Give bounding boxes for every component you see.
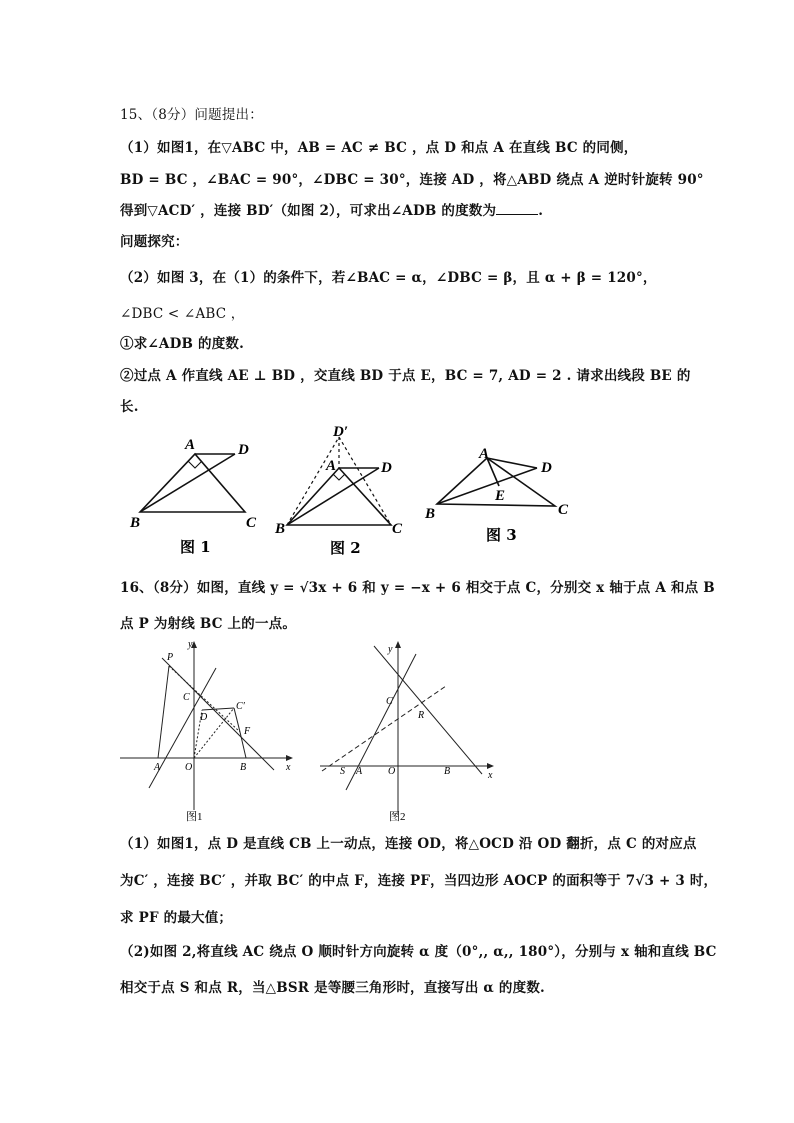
label-b: B bbox=[130, 515, 141, 531]
label-f: F bbox=[244, 726, 251, 737]
line-bc bbox=[374, 646, 482, 774]
label-a: A bbox=[154, 762, 161, 773]
label-cprime: C′ bbox=[236, 701, 245, 712]
label-d: D bbox=[381, 460, 392, 476]
x-arrow bbox=[487, 763, 494, 769]
q16-part2-line2: 相交于点 S 和点 R，当△BSR 是等腰三角形时，直接写出 α 的度数. bbox=[120, 980, 545, 996]
label-r: R bbox=[418, 710, 425, 721]
q15-part2-line1: （2）如图 3，在（1）的条件下，若∠BAC = α，∠DBC = β，且 α + β = 120°， bbox=[120, 270, 657, 286]
figure-1-caption: 图 1 bbox=[180, 538, 211, 556]
x-arrow bbox=[286, 755, 293, 761]
q15-part1-line3-text: 得到▽ACD′ ，连接 BD′（如图 2），可求出∠ADB 的度数为 bbox=[120, 203, 497, 219]
label-c: C bbox=[558, 502, 569, 518]
rotated-line bbox=[322, 686, 446, 771]
label-b: B bbox=[275, 521, 286, 537]
label-b: B bbox=[425, 506, 436, 522]
label-c: C bbox=[392, 521, 403, 537]
label-x: x bbox=[488, 770, 493, 781]
q16-part1-line3: 求 PF 的最大值； bbox=[120, 910, 233, 926]
q15-part1-line3-end: . bbox=[538, 203, 544, 219]
label-d: D bbox=[238, 442, 249, 458]
triangle-abc bbox=[287, 468, 391, 525]
q15-figure-2 bbox=[275, 420, 415, 560]
segment-pa bbox=[158, 666, 169, 758]
q15-header: 15、（8分）问题提出： bbox=[120, 107, 263, 123]
q15-figure-3 bbox=[425, 444, 585, 544]
label-a: A bbox=[185, 437, 196, 453]
q15-part2-line2: ∠DBC < ∠ABC ， bbox=[120, 306, 245, 322]
label-b: B bbox=[444, 766, 451, 777]
q15-part2-line4: ②过点 A 作直线 AE ⊥ BD ，交直线 BD 于点 E，BC = 7, AD = 2 . 请求出线段 BE 的 bbox=[120, 368, 691, 384]
segment-bdp bbox=[287, 437, 339, 525]
q16-figure-2 bbox=[318, 640, 518, 825]
figure-3-caption: 图 3 bbox=[486, 526, 517, 544]
label-o: O bbox=[185, 762, 193, 773]
label-o: O bbox=[388, 766, 396, 777]
q16-figure-1 bbox=[118, 640, 308, 825]
q16-part1-line1: （1）如图1，点 D 是直线 CB 上一动点，连接 OD，将△OCD 沿 OD 翻折，点 C 的对应点 bbox=[120, 836, 697, 852]
y-arrow bbox=[395, 641, 401, 648]
label-a: A bbox=[479, 446, 490, 462]
q15-part1-line3 bbox=[120, 199, 543, 219]
segment-bd bbox=[437, 468, 537, 504]
label-d: D bbox=[541, 460, 552, 476]
right-angle-mark bbox=[333, 474, 345, 480]
figure-2-caption: 图 2 bbox=[330, 539, 361, 557]
label-dprime: D′ bbox=[333, 424, 349, 440]
label-d: D bbox=[200, 712, 208, 723]
q15-figure-1 bbox=[125, 430, 275, 565]
q16-line1: 16、（8分）如图，直线 y = √3x + 6 和 y = −x + 6 相交于点 C，分别交 x 轴于点 A 和点 B bbox=[120, 580, 715, 596]
q16-part1-line2: 为C′ ，连接 BC′ ，并取 BC′ 的中点 F，连接 PF，当四边形 AOCP 的面积等于 7√3 + 3 时， bbox=[120, 873, 718, 889]
label-x: x bbox=[286, 762, 291, 773]
label-c: C bbox=[183, 692, 190, 703]
figure-1-caption: 图1 bbox=[186, 811, 203, 823]
q15-part2-line3: ①求∠ADB 的度数. bbox=[120, 336, 245, 352]
q16-line2: 点 P 为射线 BC 上的一点。 bbox=[120, 616, 297, 632]
answer-blank bbox=[496, 204, 538, 215]
segment-dcp bbox=[202, 708, 234, 710]
q15-explore-heading: 问题探究： bbox=[120, 234, 189, 250]
q15-part1-line1: （1）如图1，在▽ABC 中，AB = AC ≠ BC ，点 D 和点 A 在直线 BC 的同侧， bbox=[120, 140, 638, 156]
right-angle-mark bbox=[188, 461, 202, 468]
q15-part1-line2: BD = BC ，∠BAC = 90°，∠DBC = 30°，连接 AD ，将△ABD 绕点 A 逆时针旋转 90° bbox=[120, 172, 704, 188]
label-a: A bbox=[356, 766, 363, 777]
label-c: C bbox=[386, 696, 393, 707]
label-e: E bbox=[495, 488, 506, 504]
q15-part2-line5: 长. bbox=[120, 399, 139, 415]
q16-part2-line1: （2)如图 2,将直线 AC 绕点 O 顺时针方向旋转 α 度（0°,, α,, 180°），分别与 x 轴和直线 BC bbox=[120, 944, 717, 960]
label-s: S bbox=[340, 766, 345, 777]
label-b: B bbox=[240, 762, 247, 773]
label-p: P bbox=[167, 652, 174, 663]
label-c: C bbox=[246, 515, 257, 531]
label-y: y bbox=[388, 644, 393, 655]
segment-cdp bbox=[339, 437, 391, 525]
label-y: y bbox=[188, 639, 193, 650]
figure-2-caption: 图2 bbox=[389, 811, 406, 823]
label-a: A bbox=[326, 458, 337, 474]
